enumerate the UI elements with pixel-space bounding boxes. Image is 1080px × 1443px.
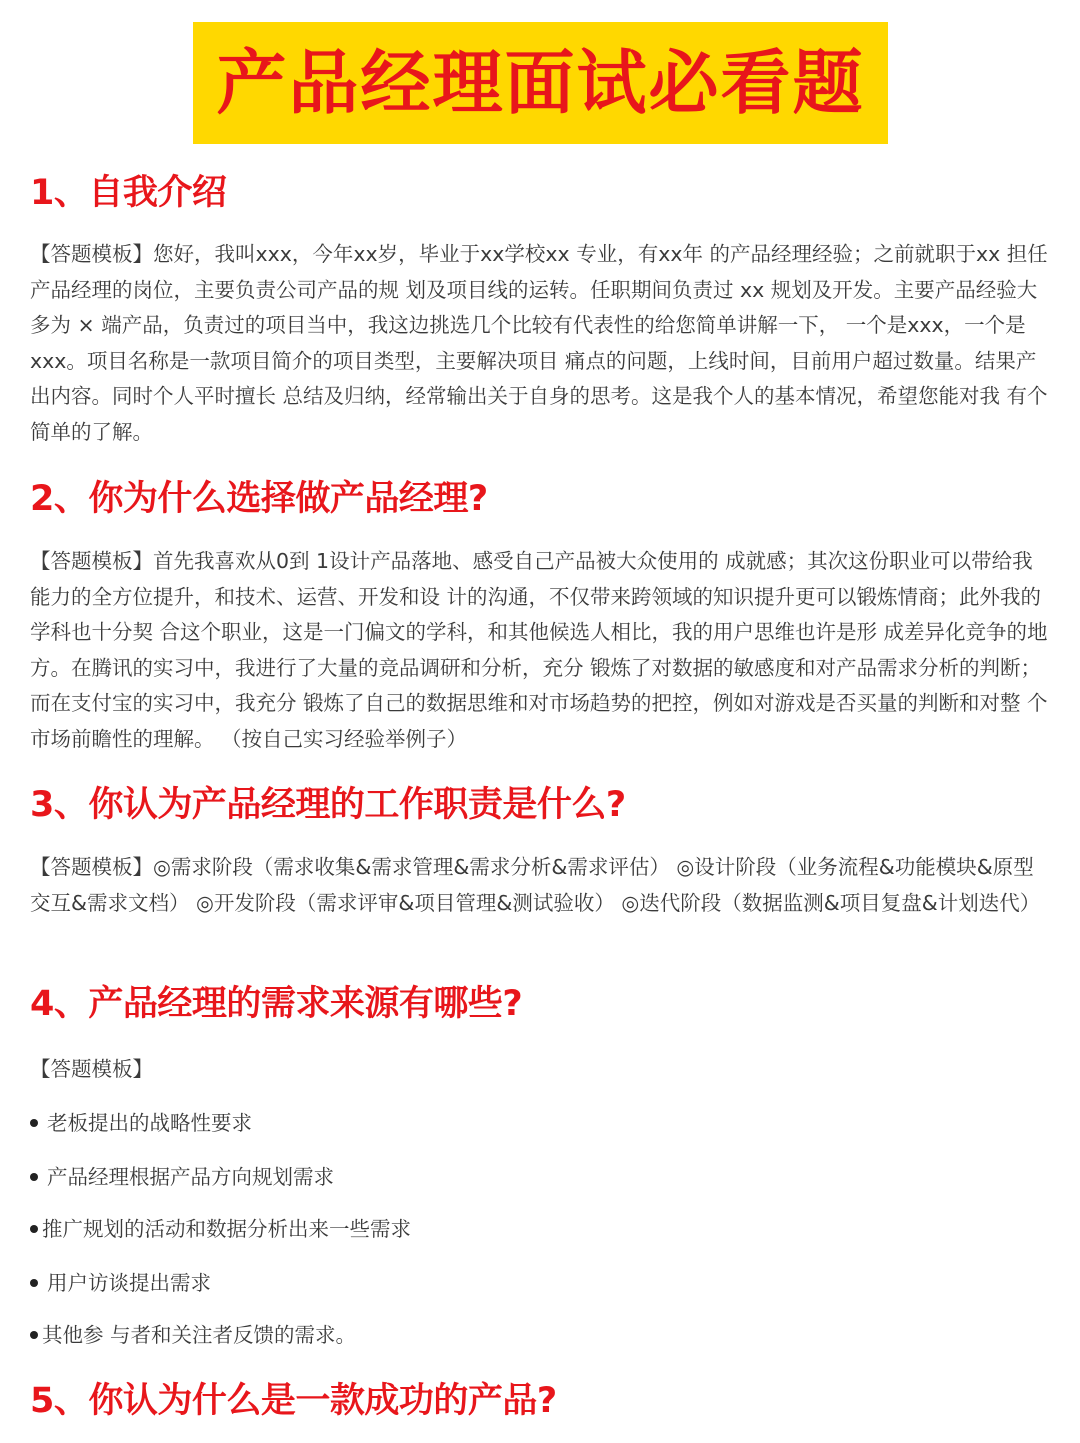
- section-4-tag: [30, 1054, 1050, 1084]
- bullet-dot-icon: [30, 1331, 38, 1339]
- answer-paragraph: [30, 237, 1050, 451]
- answer-template-tag: 【答题模板】: [30, 242, 153, 266]
- section-5: [30, 1381, 1050, 1421]
- title-banner: [193, 22, 888, 144]
- bullet-dot-icon: [30, 1119, 38, 1127]
- answer-template-tag: 【答题模板】: [30, 549, 153, 573]
- bullet-dot-icon: [30, 1225, 38, 1233]
- answer-paragraph: [30, 850, 1050, 921]
- section-4-bullets: [30, 1108, 1050, 1368]
- section-heading: 3、你认为产品经理的工作职责是什么?: [30, 785, 626, 825]
- list-item: 用户访谈提出需求: [30, 1268, 211, 1298]
- section-4: [30, 984, 1050, 1024]
- answer-text: ◎需求阶段（需求收集&需求管理&需求分析&需求评估） ◎设计阶段（业务流程&功能模块&原型交互&需求文档） ◎开发阶段（需求评审&项目管理&测试验收） ◎迭代阶段（数据监测&项目复盘&计划迭代）: [30, 855, 1041, 915]
- answer-text: 首先我喜欢从0到 1设计产品落地、感受自己产品被大众使用的 成就感；其次这份职业可以带给我能力的全方位提升，和技术、运营、开发和设 计的沟通，不仅带来跨领域的知识提升更可以锻炼情商；此外我的学科也十分契 合这个职业，这是一门偏文的学科，和其他候选人相比，我的用户思维也许是形 成差异化竞争的地方。在腾讯的实习中，我进行了大量的竞品调研和分析，充分 锻炼了对数据的敏感度和对产品需求分析的判断；而在支付宝的实习中，我充分 锻炼了自己的数据思维和对市场趋势的把控，例如对游戏是否买量的判断和对整 个市场前瞻性的理解。 （按自己实习经验举例子）: [30, 549, 1048, 751]
- answer-template-tag: 【答题模板】: [30, 855, 153, 879]
- section-1-body: [30, 237, 1050, 451]
- section-heading: 5、你认为什么是一款成功的产品?: [30, 1381, 557, 1421]
- list-item: 推广规划的活动和数据分析出来一些需求: [30, 1214, 411, 1244]
- section-2-body: [30, 544, 1050, 758]
- section-heading: 4、产品经理的需求来源有哪些?: [30, 984, 523, 1024]
- list-item: 产品经理根据产品方向规划需求: [30, 1162, 334, 1192]
- section-1: [30, 173, 1050, 213]
- list-item: 其他参 与者和关注者反馈的需求。: [30, 1320, 356, 1350]
- answer-template-tag: 【答题模板】: [30, 1057, 153, 1081]
- section-3-body: [30, 850, 1050, 921]
- section-3: [30, 785, 1050, 825]
- bullet-dot-icon: [30, 1279, 38, 1287]
- answer-paragraph: [30, 544, 1050, 758]
- section-2: [30, 479, 1050, 519]
- page-title: 产品经理面试必看题: [216, 42, 865, 124]
- section-heading: 1、自我介绍: [30, 173, 227, 213]
- list-item: 老板提出的战略性要求: [30, 1108, 252, 1138]
- answer-text: 您好，我叫xxx，今年xx岁，毕业于xx学校xx 专业，有xx年 的产品经理经验；之前就职于xx 担任产品经理的岗位，主要负责公司产品的规 划及项目线的运转。任职期间负责过 xx 规划及开发。主要产品经验大多为 × 端产品，负责过的项目当中，我这边挑选几个比较有代表性的给您简单讲解一下， 一个是xxx，一个是xxx。项目名称是一款项目简介的项目类型，主要解决项目 痛点的问题，上线时间，目前用户超过数量。结果产出内容。同时个人平时擅长 总结及归纳，经常输出关于自身的思考。这是我个人的基本情况，希望您能对我 有个简单的了解。: [30, 242, 1048, 444]
- section-heading: 2、你为什么选择做产品经理?: [30, 479, 488, 519]
- bullet-dot-icon: [30, 1173, 38, 1181]
